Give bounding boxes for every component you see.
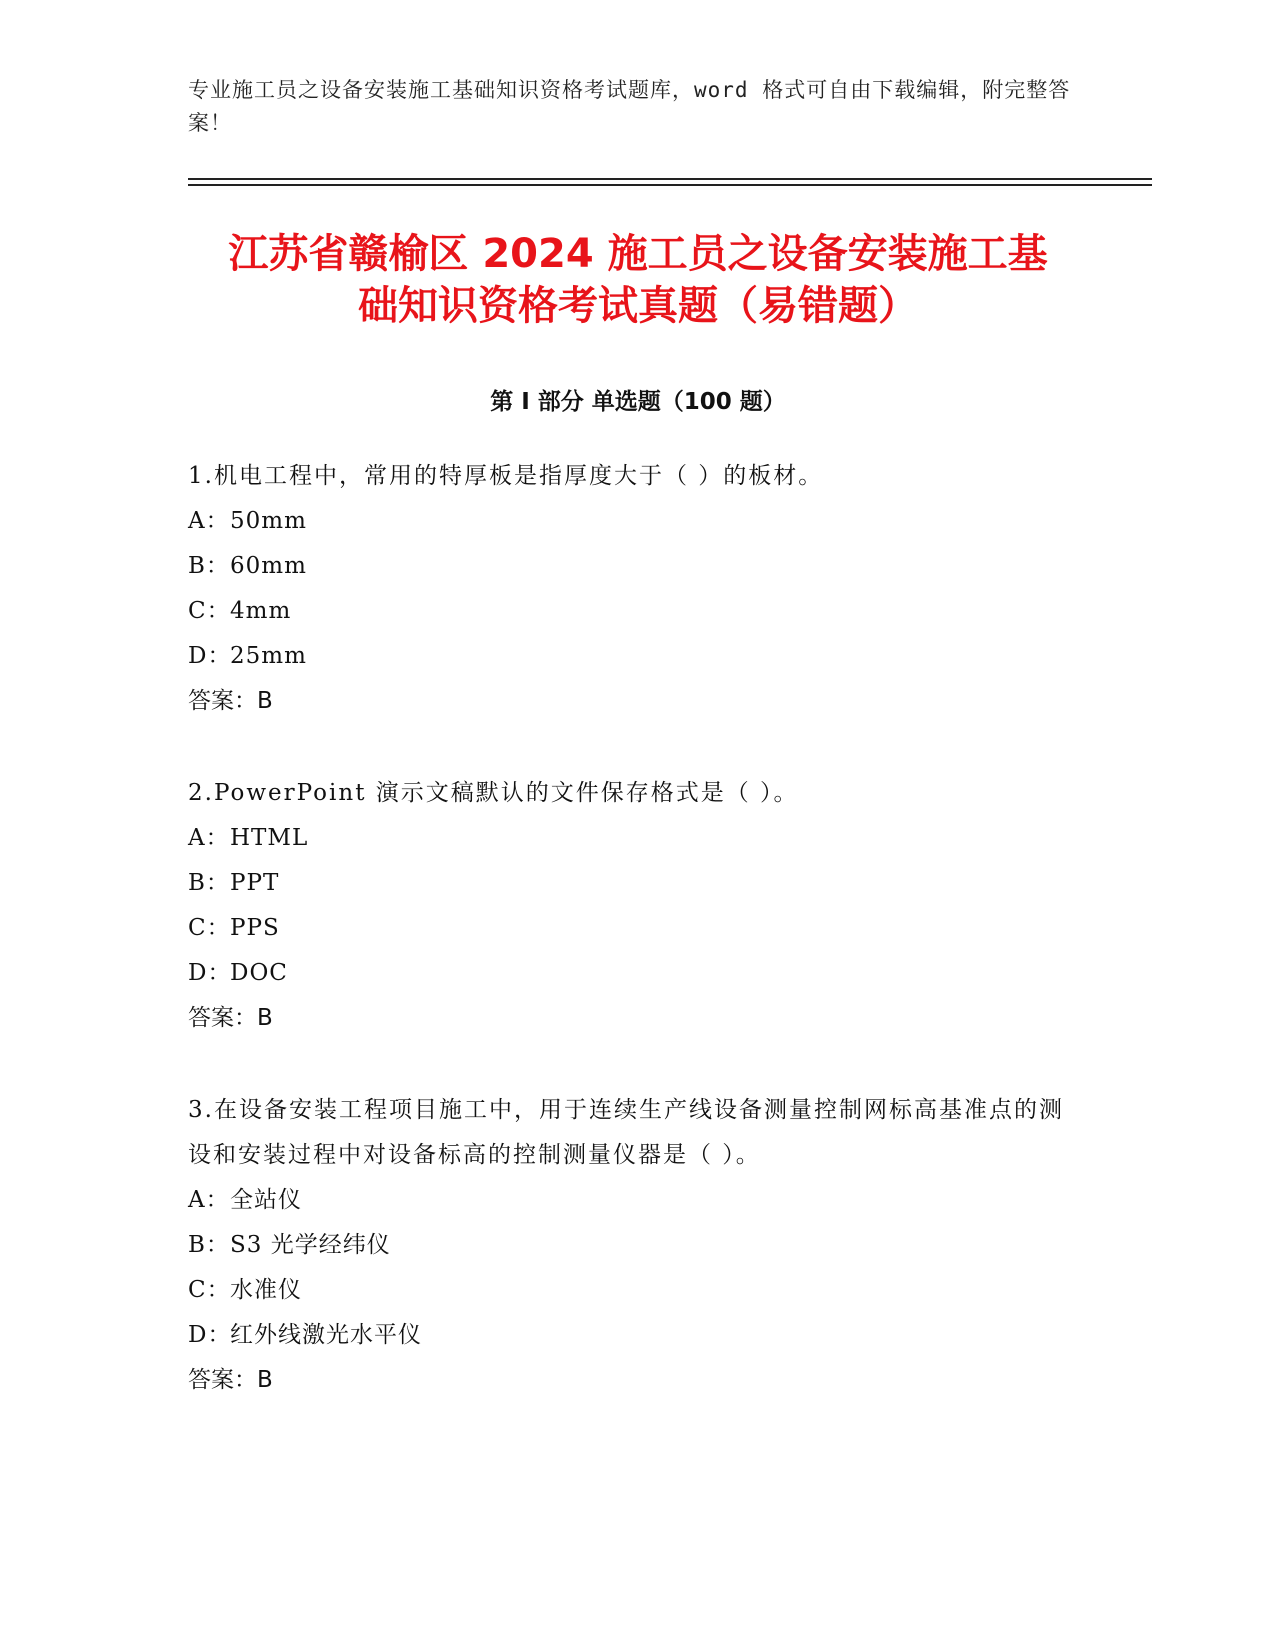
option-key: A： <box>188 508 230 534</box>
option-c <box>188 1268 1088 1313</box>
header-divider-top <box>188 178 1152 180</box>
option-d <box>188 634 1088 679</box>
option-text: 水准仪 <box>230 1277 302 1303</box>
option-text: 红外线激光水平仪 <box>230 1322 422 1348</box>
question-stem: 2.PowerPoint 演示文稿默认的文件保存格式是（ ）。 <box>188 780 799 806</box>
question-1 <box>188 454 1088 724</box>
option-key: B： <box>188 870 230 896</box>
option-a <box>188 816 1088 861</box>
option-text: 全站仪 <box>230 1187 302 1213</box>
section-title: 第 I 部分 单选题（100 题） <box>490 389 786 415</box>
option-c <box>188 589 1088 634</box>
option-text: PPS <box>230 915 280 941</box>
option-text: 60mm <box>230 553 307 579</box>
header-divider-bottom <box>188 184 1152 186</box>
option-key: B： <box>188 553 230 579</box>
answer: 答案：B <box>188 1367 273 1393</box>
option-text: 50mm <box>230 508 307 534</box>
option-key: C： <box>188 915 231 941</box>
option-text: PPT <box>230 870 280 896</box>
document-title <box>188 228 1088 332</box>
option-b <box>188 544 1088 589</box>
option-key: D： <box>188 1322 232 1348</box>
answer: 答案：B <box>188 688 273 714</box>
question-3 <box>188 1088 1088 1403</box>
option-text: 25mm <box>230 643 307 669</box>
question-stem: 3.在设备安装工程项目施工中，用于连续生产线设备测量控制网标高基准点的测设和安装过程中对设备标高的控制测量仪器是（ ）。 <box>188 1097 1064 1168</box>
option-text: S3 光学经纬仪 <box>230 1232 391 1258</box>
option-key: C： <box>188 598 231 624</box>
answer: 答案：B <box>188 1005 273 1031</box>
option-d <box>188 1313 1088 1358</box>
option-a <box>188 1178 1088 1223</box>
document-title-line-1: 江苏省赣榆区 2024 施工员之设备安装施工基 <box>228 231 1048 277</box>
option-text: DOC <box>230 960 288 986</box>
option-key: A： <box>188 825 230 851</box>
option-key: A： <box>188 1187 230 1213</box>
question-stem: 1.机电工程中，常用的特厚板是指厚度大于（ ）的板材。 <box>188 463 824 489</box>
option-key: D： <box>188 960 232 986</box>
document-title-line-2: 础知识资格考试真题（易错题） <box>358 283 918 329</box>
option-a <box>188 499 1088 544</box>
option-b <box>188 861 1088 906</box>
option-key: C： <box>188 1277 231 1303</box>
option-d <box>188 951 1088 996</box>
option-text: 4mm <box>230 598 292 624</box>
option-text: HTML <box>230 825 309 851</box>
option-key: D： <box>188 643 232 669</box>
option-b <box>188 1223 1088 1268</box>
option-c <box>188 906 1088 951</box>
option-key: B： <box>188 1232 230 1258</box>
question-2 <box>188 771 1088 1041</box>
header-note: 专业施工员之设备安装施工基础知识资格考试题库，word 格式可自由下载编辑，附完整答案！ <box>188 78 1071 135</box>
